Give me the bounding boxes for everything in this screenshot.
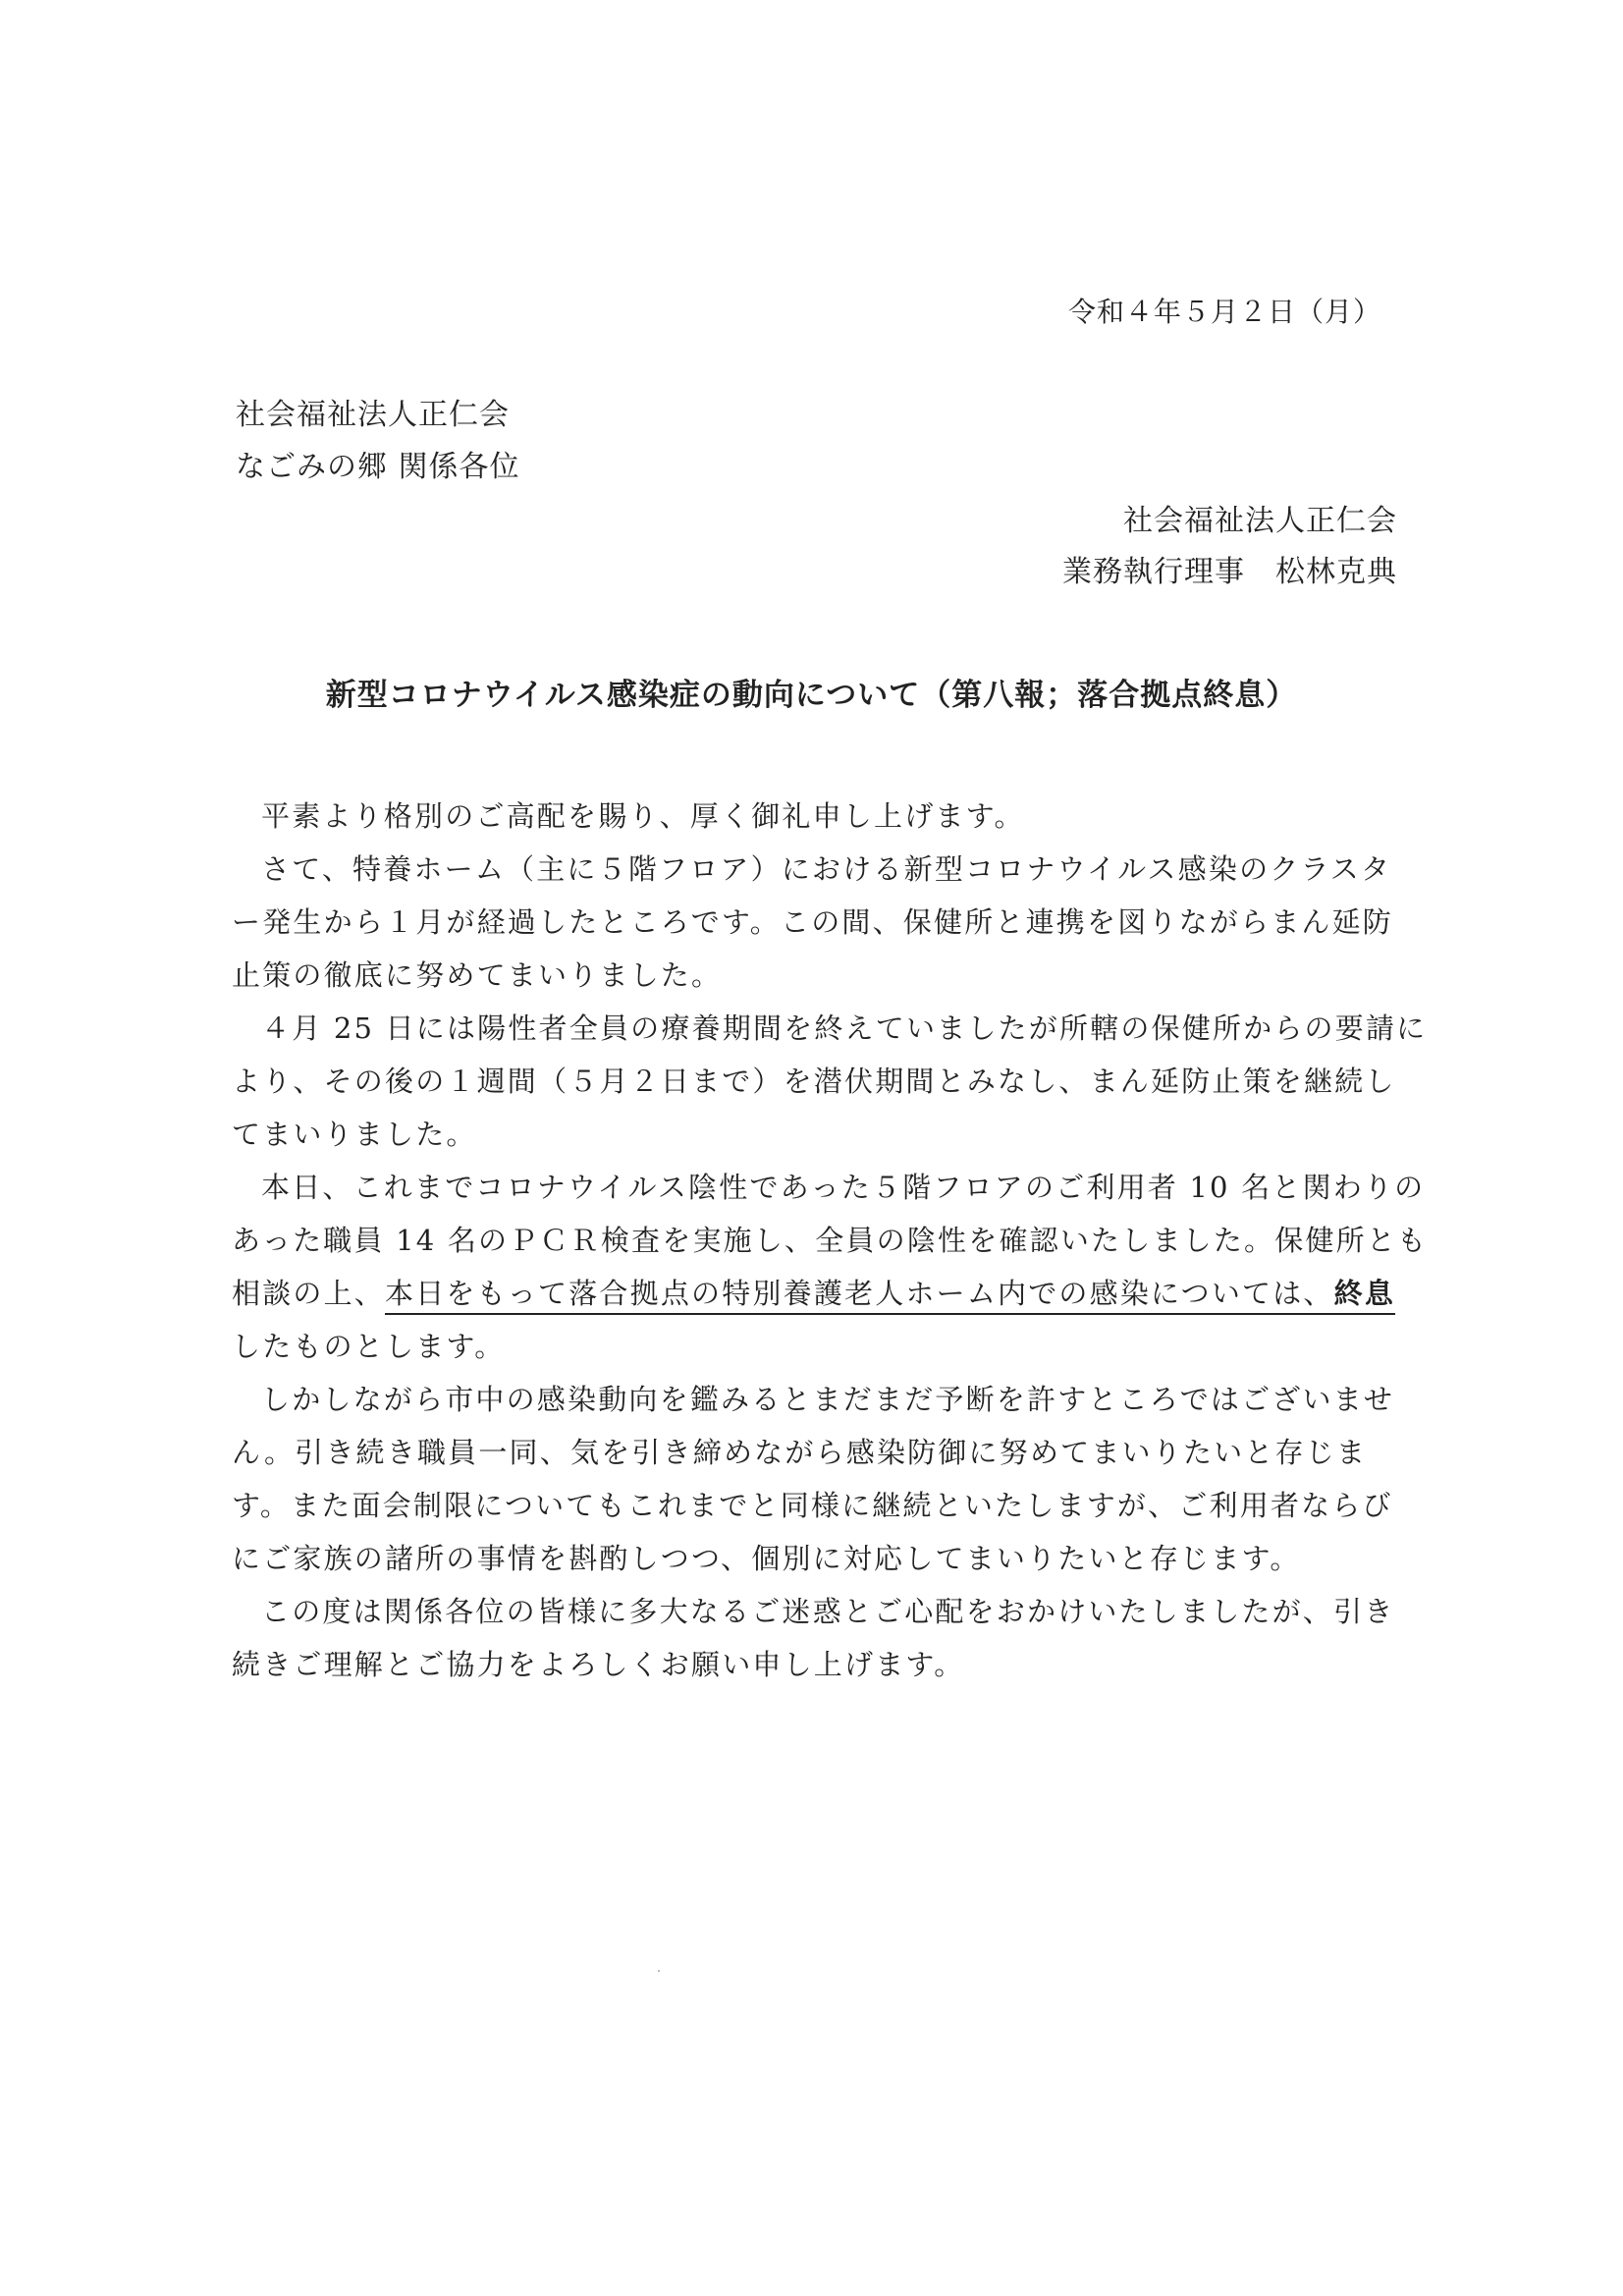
body-line: にご家族の諸所の事情を斟酌しつつ、個別に対応してまいりたいと存じます。 xyxy=(232,1542,1301,1575)
document-date: 令和４年５月２日（月） xyxy=(1067,296,1381,328)
body-line: てまいりました。 xyxy=(232,1118,477,1151)
underlined-text: 本日をもって落合拠点の特別養護老人ホーム内での感染については、 xyxy=(385,1277,1334,1310)
body-line: この度は関係各位の皆様に多大なるご迷惑とご心配をおかけいたしましたが、引き xyxy=(261,1595,1395,1628)
body-line: より、その後の１週間（５月２日まで）を潜伏期間とみなし、まん延防止策を継続し xyxy=(232,1065,1396,1098)
scan-speck xyxy=(658,1970,660,1972)
body-line: す。また面会制限についてもこれまでと同様に継続といたしますが、ご利用者ならび xyxy=(232,1489,1393,1522)
body-line: 平素より格別のご高配を賜り、厚く御礼申し上げます。 xyxy=(261,799,1025,833)
body-line: ー発生から１月が経過したところです。この間、保健所と連携を図りながらまん延防 xyxy=(232,905,1393,939)
body-line: 続きご理解とご協力をよろしくお願い申し上げます。 xyxy=(232,1648,965,1681)
document-body xyxy=(232,790,1429,1691)
sender-organization: 社会福祉法人正仁会 xyxy=(1123,504,1397,538)
body-line-emphasis xyxy=(232,1267,1396,1320)
body-line: 止策の徹底に努めてまいりました。 xyxy=(232,958,723,992)
bold-conclusion: 終息 xyxy=(1333,1277,1396,1310)
underlined-statement xyxy=(385,1277,1395,1315)
addressee-recipients: なごみの郷 関係各位 xyxy=(236,450,520,484)
body-text-segment: 相談の上、 xyxy=(232,1277,386,1310)
body-line: あった職員 14 名のＰＣＲ検査を実施し、全員の陰性を確認いたしました。保健所とも xyxy=(232,1224,1429,1257)
body-line: ん。引き続き職員一同、気を引き締めながら感染防御に努めてまいりたいと存じま xyxy=(232,1436,1368,1469)
body-line: ４月 25 日には陽性者全員の療養期間を終えていましたが所轄の保健所からの要請に xyxy=(261,1011,1428,1045)
body-line: さて、特養ホーム（主に５階フロア）における新型コロナウイルス感染のクラスタ xyxy=(261,852,1392,886)
body-line: したものとします。 xyxy=(232,1330,506,1363)
document-title: 新型コロナウイルス感染症の動向について（第八報；落合拠点終息） xyxy=(325,678,1298,713)
body-line: しかしながら市中の感染動向を鑑みるとまだまだ予断を許すところではございませ xyxy=(261,1383,1395,1416)
sender-signatory: 業務執行理事 松林克典 xyxy=(1062,555,1397,589)
addressee-organization: 社会福祉法人正仁会 xyxy=(236,398,510,432)
body-line: 本日、これまでコロナウイルス陰性であった５階フロアのご利用者 10 名と関わりの xyxy=(261,1171,1426,1204)
